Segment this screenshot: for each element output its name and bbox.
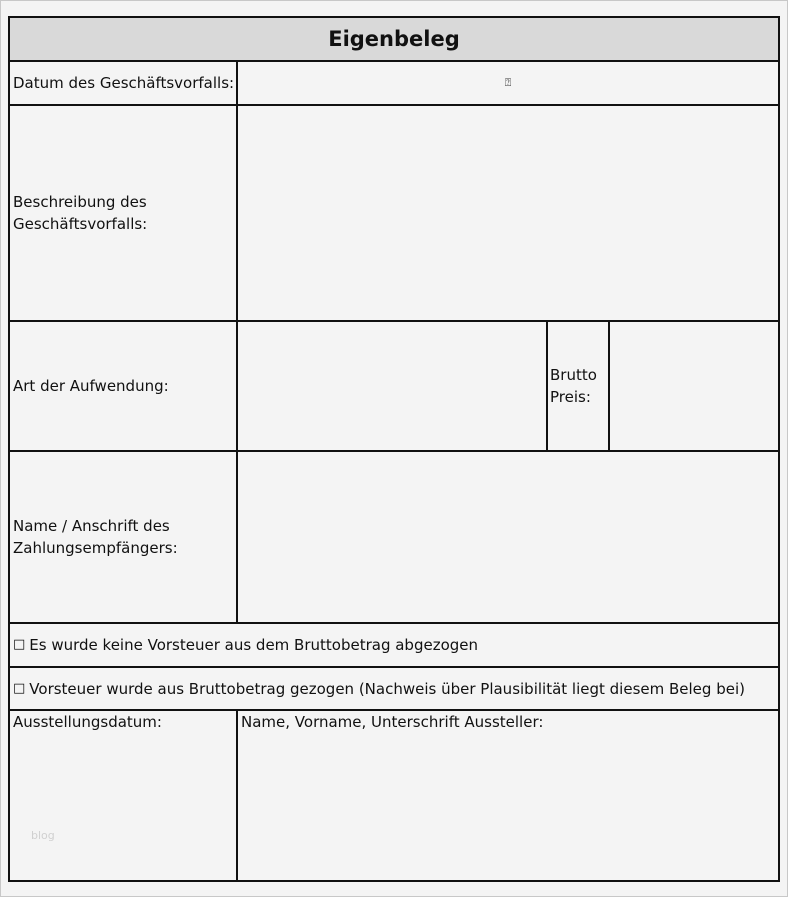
watermark: blog <box>31 829 55 842</box>
aufwendung-field[interactable] <box>238 322 546 450</box>
empfaenger-label-line1: Name / Anschrift des <box>13 517 170 535</box>
checkbox-row-keine-vorsteuer[interactable] <box>10 624 778 666</box>
beschreibung-field[interactable] <box>238 106 778 320</box>
beschreibung-label <box>10 106 236 320</box>
aufwendung-label-text: Art der Aufwendung: <box>13 377 169 395</box>
empfaenger-field[interactable] <box>238 452 778 622</box>
checkbox-row-vorsteuer-gezogen[interactable] <box>10 668 778 709</box>
form-title: Eigenbeleg <box>10 18 778 62</box>
checkbox-label: Vorsteuer wurde aus Bruttobetrag gezogen (Nachweis über Plausibilität liegt diesem Beleg bei) <box>29 679 745 698</box>
checkbox-icon[interactable]: □ <box>13 637 26 652</box>
checkbox-icon[interactable]: □ <box>13 680 26 696</box>
empfaenger-label <box>10 452 236 622</box>
brutto-label-line2: Preis: <box>550 388 591 406</box>
datum-label-text: Datum des Geschäftsvorfalls: <box>13 74 235 92</box>
unterschrift-field[interactable] <box>241 711 776 880</box>
brutto-preis-field[interactable] <box>610 322 778 450</box>
checkbox-label: Es wurde keine Vorsteuer aus dem Bruttobetrag abgezogen <box>29 636 479 654</box>
empfaenger-label-line2: Zahlungsempfängers: <box>13 539 178 557</box>
missing-glyph-icon: ⍰ <box>504 76 512 89</box>
ausstellungsdatum-label: Ausstellungsdatum: <box>13 713 162 731</box>
eigenbeleg-form <box>8 16 780 882</box>
datum-label <box>10 62 236 104</box>
unterschrift-label: Name, Vorname, Unterschrift Aussteller: <box>241 713 544 731</box>
column-divider <box>236 62 238 622</box>
ausstellungsdatum-field[interactable] <box>13 711 235 880</box>
aufwendung-label <box>10 322 236 450</box>
brutto-preis-label <box>548 322 608 450</box>
beschreibung-label-line1: Beschreibung des <box>13 193 147 211</box>
beschreibung-label-line2: Geschäftsvorfalls: <box>13 215 148 233</box>
brutto-label-line1: Brutto <box>550 366 597 384</box>
column-divider <box>236 711 238 880</box>
datum-field[interactable] <box>238 62 778 104</box>
